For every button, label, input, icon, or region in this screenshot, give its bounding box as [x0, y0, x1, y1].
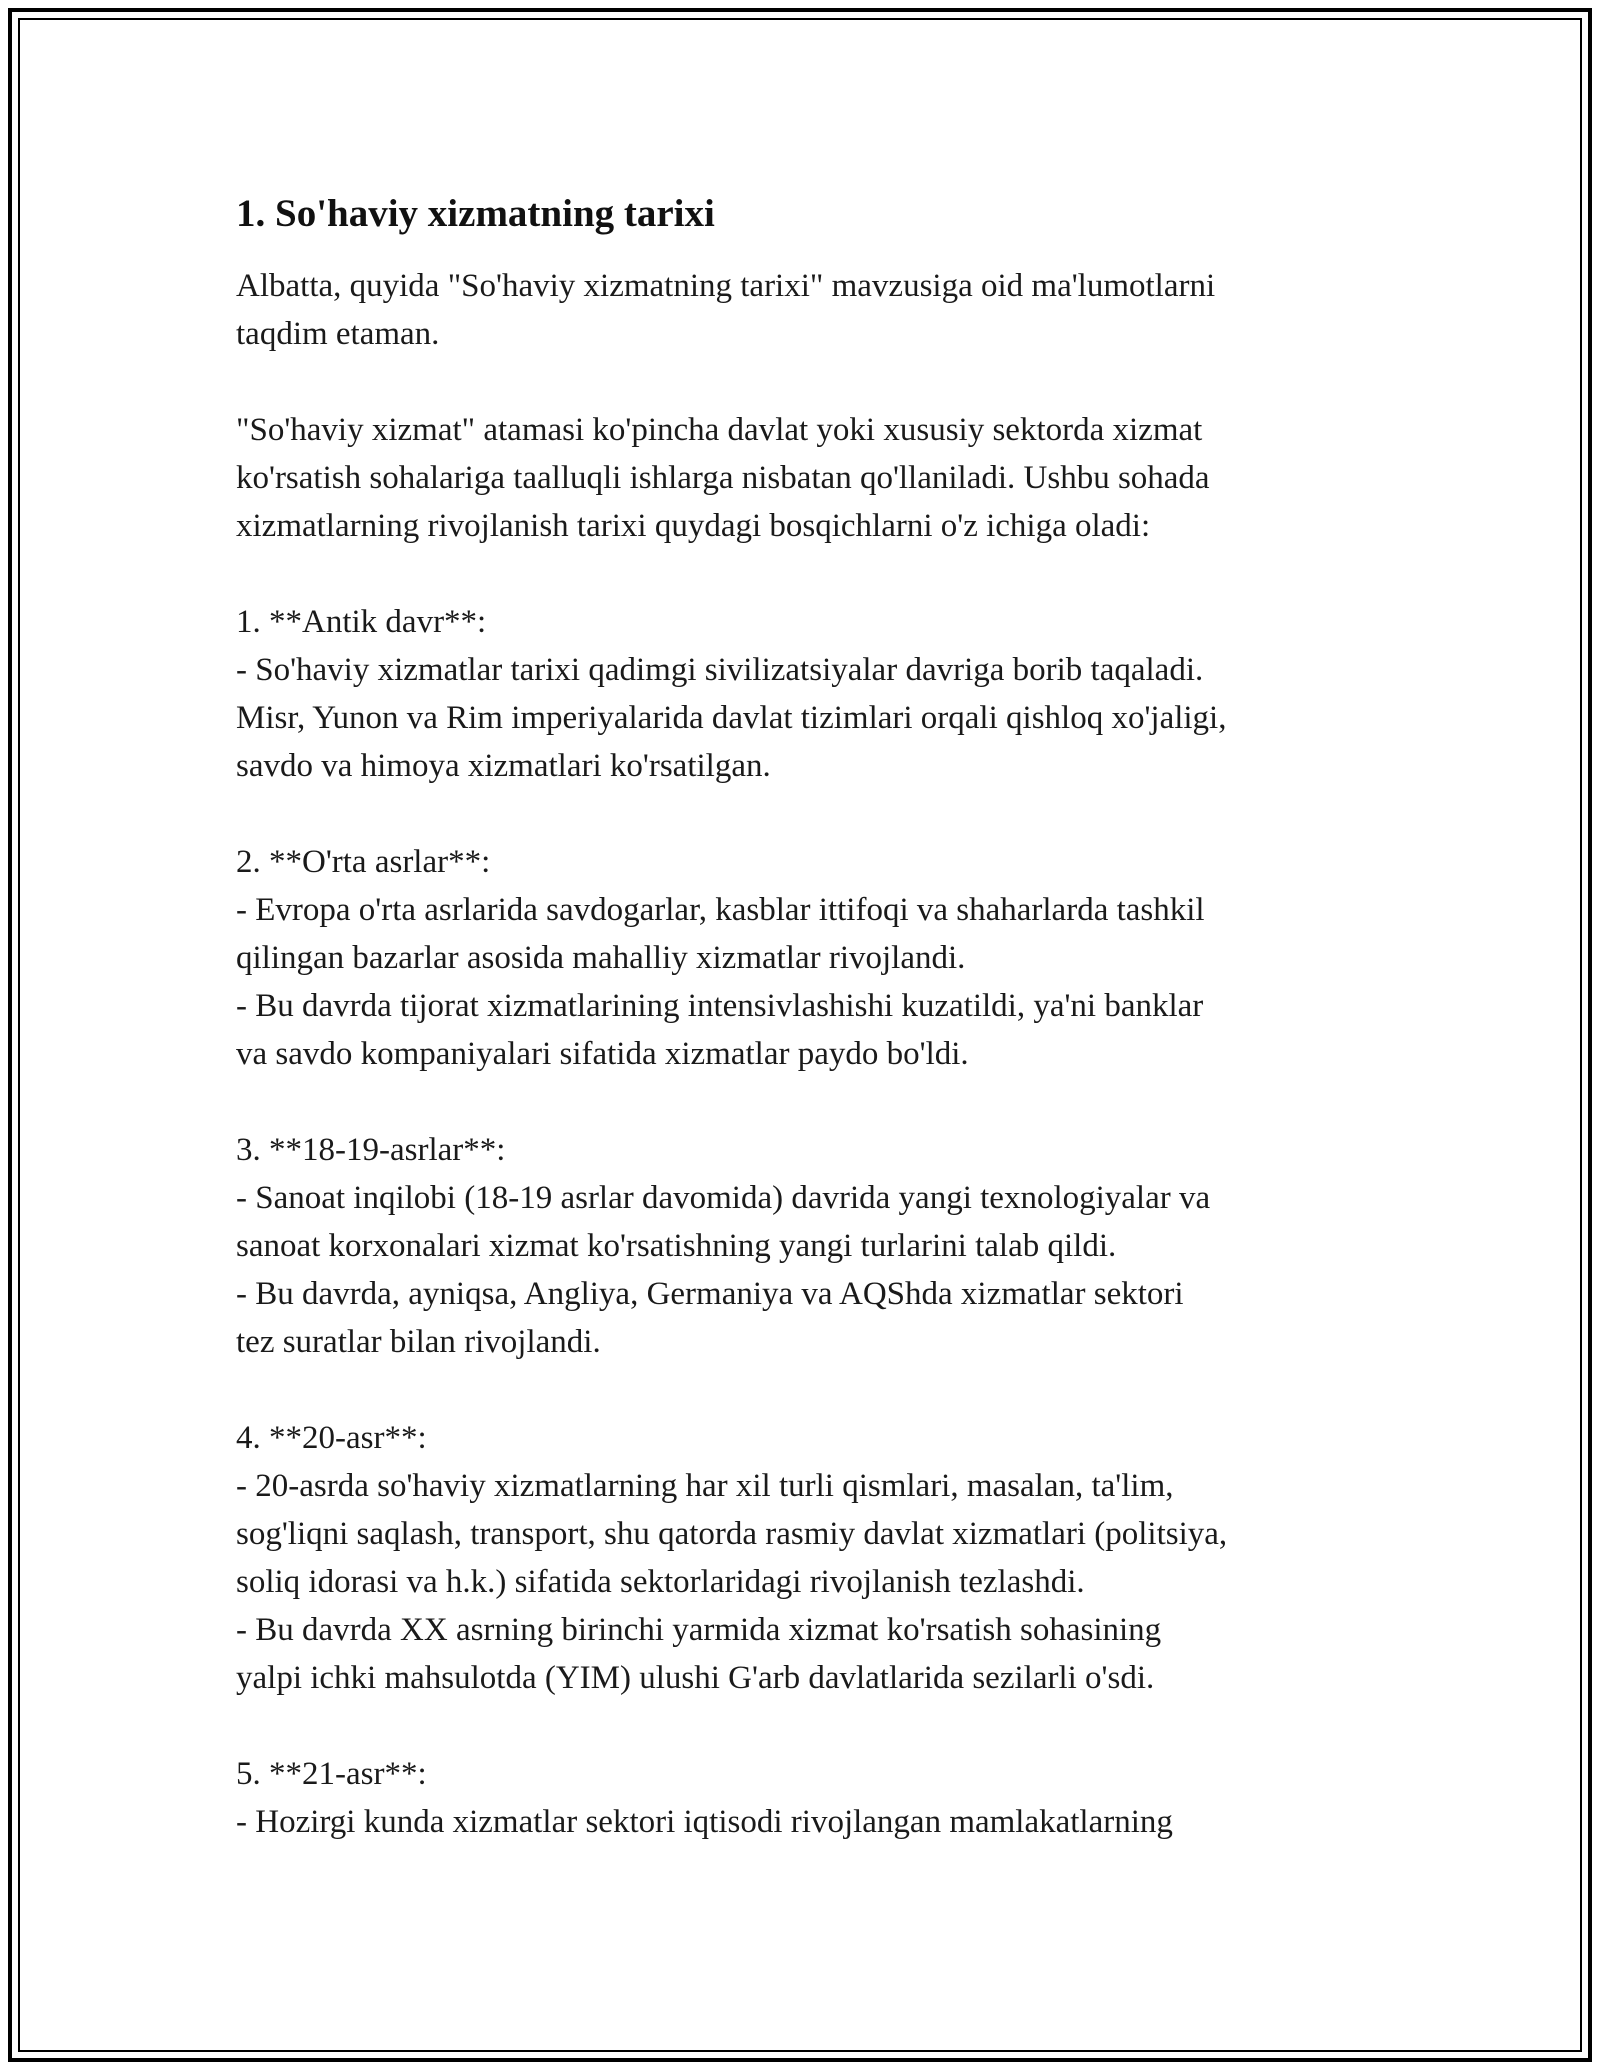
section-antik-davr: 1. **Antik davr**: - So'haviy xizmatlar tarixi qadimgi sivilizatsiyalar davriga borib taqaladi. Misr, Yunon va Rim imperiyalarida davlat tizimlari orqali qishloq xo'jaligi, savdo va himoya xizmatlari ko'rsatilgan. [236, 604, 1227, 784]
paragraph-definition: "So'haviy xizmat" atamasi ko'pincha davlat yoki xususiy sektorda xizmat ko'rsatish sohalariga taalluqli ishlarga nisbatan qo'llaniladi. Ushbu sohada xizmatlarning rivojlanish tarixi quydagi bosqichlarni o'z ichiga oladi: [236, 412, 1210, 544]
paragraph-spacer [236, 1366, 1366, 1414]
section-21-asr: 5. **21-asr**: - Hozirgi kunda xizmatlar sektori iqtisodi rivojlangan mamlakatlarning [236, 1756, 1173, 1840]
paragraph-spacer [236, 790, 1366, 838]
paragraph-spacer [236, 1702, 1366, 1750]
section-orta-asrlar: 2. **O'rta asrlar**: - Evropa o'rta asrlarida savdogarlar, kasblar ittifoqi va shaharlarda tashkil qilingan bazarlar asosida mahalliy xizmatlar rivojlandi. - Bu davrda tijorat xizmatlarining intensivlashishi kuzatildi, ya'ni banklar va savdo kompaniyalari sifatida xizmatlar paydo bo'ldi. [236, 844, 1205, 1072]
document-body [236, 188, 1366, 1846]
document-title: 1. So'haviy xizmatning tarixi [236, 192, 715, 235]
paragraph-spacer [236, 1078, 1366, 1126]
paragraph-spacer [236, 550, 1366, 598]
paragraph-spacer [236, 358, 1366, 406]
section-18-19-asrlar: 3. **18-19-asrlar**: - Sanoat inqilobi (18-19 asrlar davomida) davrida yangi texnologiyalar va sanoat korxonalari xizmat ko'rsatishning yangi turlarini talab qildi. - Bu davrda, ayniqsa, Angliya, Germaniya va AQShda xizmatlar sektori tez suratlar bilan rivojlandi. [236, 1132, 1211, 1360]
paragraph-intro: Albatta, quyida "So'haviy xizmatning tarixi" mavzusiga oid ma'lumotlarni taqdim etaman. [236, 268, 1216, 352]
section-20-asr: 4. **20-asr**: - 20-asrda so'haviy xizmatlarning har xil turli qismlari, masalan, ta'lim, sog'liqni saqlash, transport, shu qatorda rasmiy davlat xizmatlari (politsiya, soliq idorasi va h.k.) sifatida sektorlaridagi rivojlanish tezlashdi. - Bu davrda XX asrning birinchi yarmida xizmat ko'rsatish sohasining yalpi ichki mahsulotda (YIM) ulushi G'arb davlatlarida sezilarli o'sdi. [236, 1420, 1228, 1696]
